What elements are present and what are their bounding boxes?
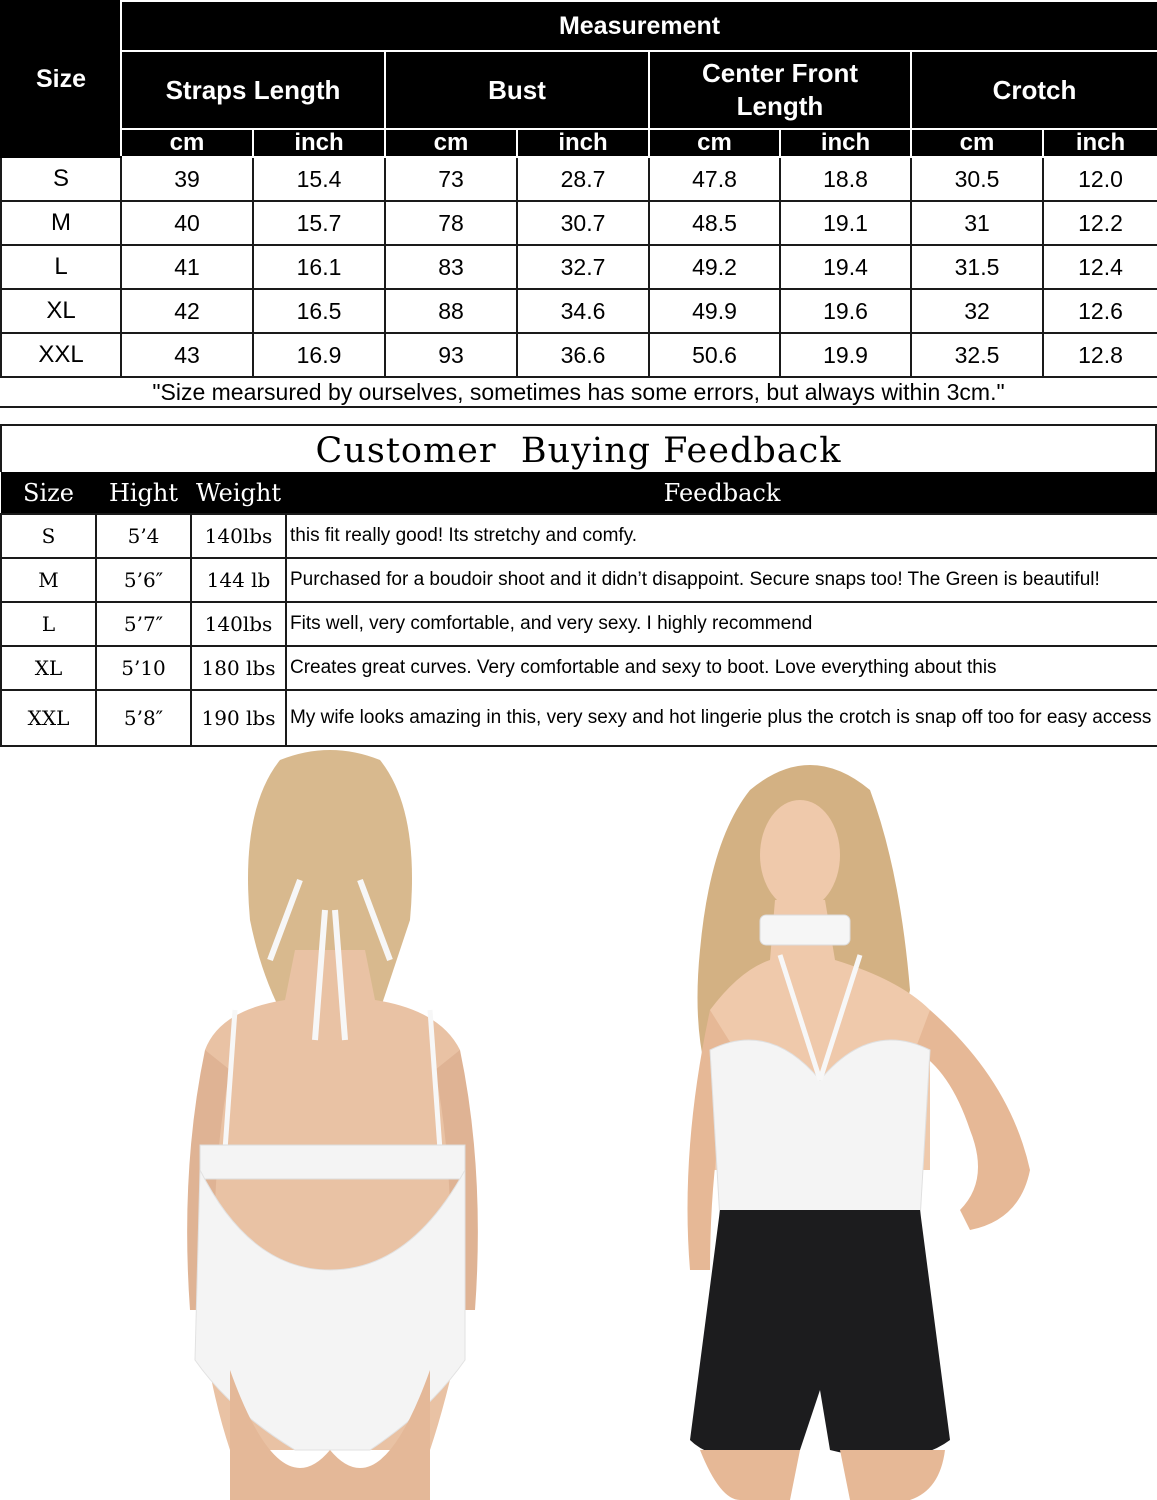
value-cell: 31	[911, 201, 1043, 245]
feedback-size-header: Size	[1, 472, 96, 514]
value-cell: 40	[121, 201, 253, 245]
feedback-size: M	[1, 558, 96, 602]
value-cell: 12.6	[1043, 289, 1157, 333]
value-cell: 34.6	[517, 289, 649, 333]
size-column-header: Size	[1, 1, 121, 157]
value-cell: 32.7	[517, 245, 649, 289]
value-cell: 32.5	[911, 333, 1043, 377]
value-cell: 12.8	[1043, 333, 1157, 377]
front-view-figure	[610, 750, 1050, 1500]
size-cell: M	[1, 201, 121, 245]
value-cell: 49.2	[649, 245, 780, 289]
value-cell: 78	[385, 201, 517, 245]
feedback-height: 5’10	[96, 646, 191, 690]
table-row	[1, 646, 1157, 690]
value-cell: 32	[911, 289, 1043, 333]
center-front-length-header	[649, 51, 911, 129]
value-cell: 83	[385, 245, 517, 289]
value-cell: 93	[385, 333, 517, 377]
feedback-size: S	[1, 514, 96, 558]
feedback-size: L	[1, 602, 96, 646]
table-row	[1, 157, 1157, 201]
bust-header: Bust	[385, 51, 649, 129]
value-cell: 16.9	[253, 333, 385, 377]
feedback-text: Creates great curves. Very comfortable and sexy to boot. Love everything about this	[286, 646, 1157, 690]
unit-header: inch	[253, 129, 385, 157]
value-cell: 49.9	[649, 289, 780, 333]
value-cell: 30.5	[911, 157, 1043, 201]
value-cell: 50.6	[649, 333, 780, 377]
table-row	[1, 690, 1157, 746]
feedback-table	[0, 472, 1157, 747]
feedback-text: Purchased for a boudoir shoot and it didn’t disappoint. Secure snaps too! The Green is beautiful!	[286, 558, 1157, 602]
feedback-text: Fits well, very comfortable, and very sexy. I highly recommend	[286, 602, 1157, 646]
unit-header: cm	[911, 129, 1043, 157]
feedback-weight: 190 lbs	[191, 690, 286, 746]
size-chart	[0, 0, 1157, 378]
value-cell: 42	[121, 289, 253, 333]
feedback-text: this fit really good! Its stretchy and comfy.	[286, 514, 1157, 558]
value-cell: 15.4	[253, 157, 385, 201]
feedback-weight: 140lbs	[191, 602, 286, 646]
unit-header: inch	[1043, 129, 1157, 157]
feedback-height: 5’8″	[96, 690, 191, 746]
center-front-length-label: Center Front Length	[702, 58, 858, 121]
value-cell: 12.2	[1043, 201, 1157, 245]
unit-header: cm	[121, 129, 253, 157]
feedback-text: My wife looks amazing in this, very sexy and hot lingerie plus the crotch is snap off too for easy access	[286, 690, 1157, 746]
value-cell: 19.4	[780, 245, 911, 289]
value-cell: 12.4	[1043, 245, 1157, 289]
product-photo-back-view	[130, 750, 530, 1500]
size-cell: S	[1, 157, 121, 201]
feedback-height: 5’4	[96, 514, 191, 558]
feedback-height: 5’7″	[96, 602, 191, 646]
value-cell: 19.1	[780, 201, 911, 245]
value-cell: 28.7	[517, 157, 649, 201]
crotch-header: Crotch	[911, 51, 1157, 129]
value-cell: 15.7	[253, 201, 385, 245]
feedback-weight: 140lbs	[191, 514, 286, 558]
table-row	[1, 333, 1157, 377]
measurement-header: Measurement	[121, 1, 1157, 51]
feedback-height: 5’6″	[96, 558, 191, 602]
value-cell: 36.6	[517, 333, 649, 377]
table-row	[1, 558, 1157, 602]
table-row	[1, 602, 1157, 646]
table-row	[1, 201, 1157, 245]
value-cell: 18.8	[780, 157, 911, 201]
unit-header: cm	[385, 129, 517, 157]
value-cell: 16.5	[253, 289, 385, 333]
value-cell: 73	[385, 157, 517, 201]
straps-length-header: Straps Length	[121, 51, 385, 129]
value-cell: 12.0	[1043, 157, 1157, 201]
feedback-size: XL	[1, 646, 96, 690]
table-row	[1, 289, 1157, 333]
value-cell: 47.8	[649, 157, 780, 201]
value-cell: 39	[121, 157, 253, 201]
feedback-text-header: Feedback	[286, 472, 1157, 514]
feedback-weight-header: Weight	[191, 472, 286, 514]
size-cell: XXL	[1, 333, 121, 377]
table-row	[1, 514, 1157, 558]
feedback-title: Customer Buying Feedback	[0, 424, 1157, 472]
value-cell: 48.5	[649, 201, 780, 245]
table-row	[1, 245, 1157, 289]
unit-header: cm	[649, 129, 780, 157]
value-cell: 30.7	[517, 201, 649, 245]
value-cell: 43	[121, 333, 253, 377]
unit-header: inch	[517, 129, 649, 157]
size-note: "Size mearsured by ourselves, sometimes has some errors, but always within 3cm."	[0, 378, 1157, 408]
back-view-figure	[130, 750, 530, 1500]
size-cell: L	[1, 245, 121, 289]
feedback-size: XXL	[1, 690, 96, 746]
feedback-weight: 180 lbs	[191, 646, 286, 690]
unit-header: inch	[780, 129, 911, 157]
feedback-height-header: Hight	[96, 472, 191, 514]
measurement-table	[0, 0, 1157, 378]
product-photo-front-view	[610, 750, 1050, 1500]
customer-feedback	[0, 424, 1157, 747]
value-cell: 31.5	[911, 245, 1043, 289]
feedback-weight: 144 lb	[191, 558, 286, 602]
value-cell: 16.1	[253, 245, 385, 289]
value-cell: 88	[385, 289, 517, 333]
size-cell: XL	[1, 289, 121, 333]
value-cell: 19.9	[780, 333, 911, 377]
value-cell: 41	[121, 245, 253, 289]
value-cell: 19.6	[780, 289, 911, 333]
